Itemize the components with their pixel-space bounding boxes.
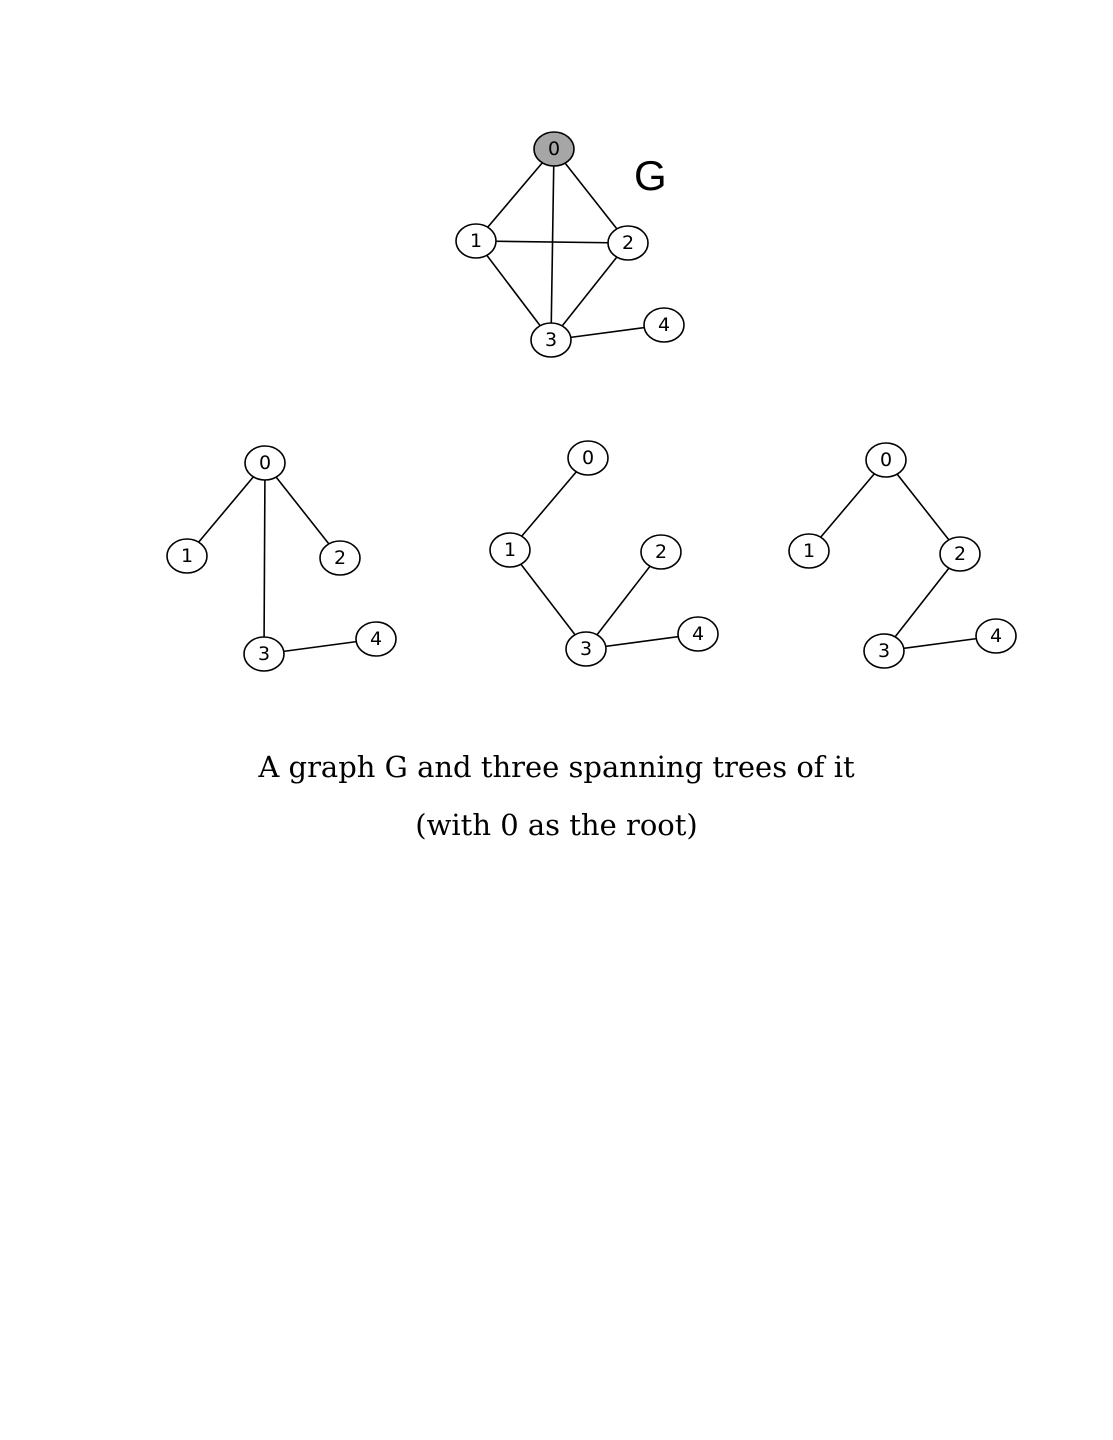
spanning-tree-2 xyxy=(490,441,718,666)
spanning-tree-1 xyxy=(167,446,396,671)
g-edge-0-3 xyxy=(551,149,554,340)
g-node-label-1: 1 xyxy=(469,230,483,252)
t3-node-label-3: 3 xyxy=(877,640,891,662)
t1-edge-0-3 xyxy=(264,463,265,654)
t2-node-label-3: 3 xyxy=(579,638,593,660)
t2-node-label-2: 2 xyxy=(654,541,668,563)
g-node-label-2: 2 xyxy=(621,232,635,254)
caption-line-1: A graph G and three spanning trees of it xyxy=(258,750,855,784)
graph-name-label: G xyxy=(634,152,667,199)
t3-node-label-0: 0 xyxy=(879,449,893,471)
g-node-label-4: 4 xyxy=(657,314,671,336)
g-edge-1-2 xyxy=(476,241,628,243)
t3-node-label-1: 1 xyxy=(802,540,816,562)
t1-node-label-0: 0 xyxy=(258,452,272,474)
t1-node-label-1: 1 xyxy=(180,545,194,567)
caption-line-2: (with 0 as the root) xyxy=(415,808,698,842)
t3-node-label-4: 4 xyxy=(989,625,1003,647)
t3-node-label-2: 2 xyxy=(953,543,967,565)
t1-node-label-3: 3 xyxy=(257,643,271,665)
spanning-tree-3 xyxy=(789,443,1016,668)
t2-node-label-0: 0 xyxy=(581,447,595,469)
g-node-label-3: 3 xyxy=(544,329,558,351)
t2-node-label-4: 4 xyxy=(691,623,705,645)
g-node-label-0: 0 xyxy=(547,138,561,160)
t2-node-label-1: 1 xyxy=(503,539,517,561)
t1-node-label-4: 4 xyxy=(369,628,383,650)
t1-node-label-2: 2 xyxy=(333,547,347,569)
